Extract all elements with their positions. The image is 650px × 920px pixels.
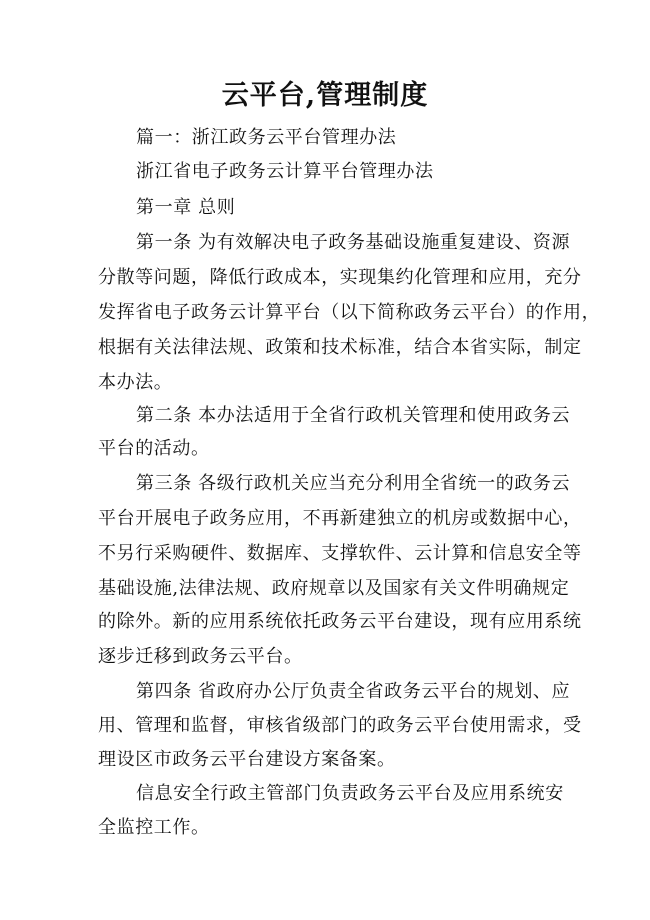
- text-line: 逐步迁移到政务云平台。: [98, 646, 303, 667]
- text-line: 理设区市政务云平台建设方案备案。: [98, 749, 396, 770]
- text-line: 第三条 各级行政机关应当充分利用全省统一的政务云: [136, 473, 571, 494]
- text-line: 的除外。新的应用系统依托政务云平台建设，现有应用系统: [98, 611, 582, 632]
- text-line: 分散等问题，降低行政成本，实现集约化管理和应用，充分: [98, 267, 582, 288]
- text-line: 平台的活动。: [98, 438, 210, 459]
- text-line: 用、管理和监督，审核省级部门的政务云平台使用需求，受: [98, 715, 582, 736]
- text-line: 平台开展电子政务应用，不再新建独立的机房或数据中心，: [98, 508, 582, 529]
- text-line: 第二条 本办法适用于全省行政机关管理和使用政务云: [136, 405, 571, 426]
- document-title: 云平台,管理制度: [221, 80, 429, 111]
- text-line: 第四条 省政府办公厅负责全省政务云平台的规划、应: [136, 681, 571, 702]
- text-line: 全监控工作。: [98, 817, 210, 838]
- text-line-regulation-title: 浙江省电子政务云计算平台管理办法: [136, 161, 434, 182]
- text-line: 本办法。: [98, 372, 173, 393]
- text-line: 基础设施,法律法规、政府规章以及国家有关文件明确规定: [98, 578, 570, 599]
- text-line: 发挥省电子政务云计算平台（以下简称政务云平台）的作用，: [98, 302, 601, 323]
- text-line-section-heading: 篇一：浙江政务云平台管理办法: [136, 127, 397, 148]
- text-line: 信息安全行政主管部门负责政务云平台及应用系统安: [136, 783, 564, 804]
- text-line: 根据有关法律法规、政策和技术标准，结合本省实际，制定: [98, 337, 582, 358]
- text-line: 第一条 为有效解决电子政务基础设施重复建设、资源: [136, 232, 571, 253]
- text-line: 不另行采购硬件、数据库、支撑软件、云计算和信息安全等: [98, 543, 582, 564]
- text-line-chapter-heading: 第一章 总则: [136, 197, 236, 218]
